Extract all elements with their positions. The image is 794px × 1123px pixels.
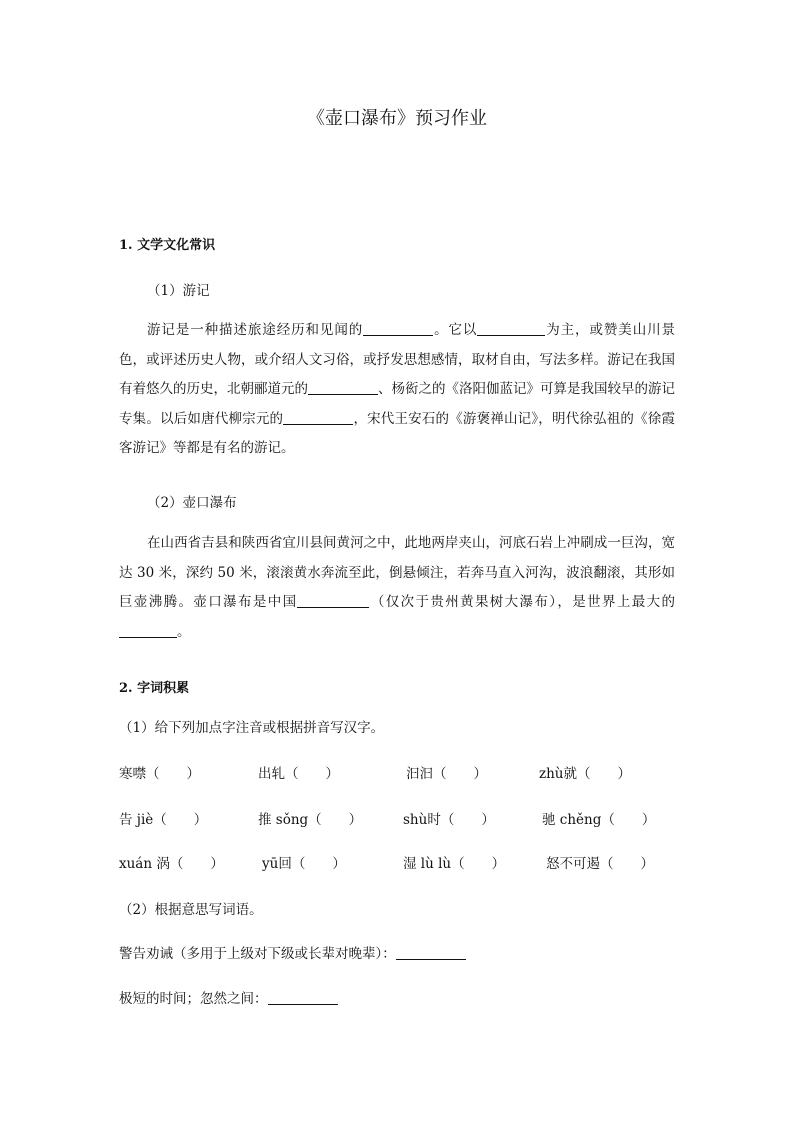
pinyin-item: 湿 lù lù（ ） xyxy=(403,856,506,872)
pinyin-item: shù时（ ） xyxy=(403,812,495,828)
fill-blank[interactable] xyxy=(297,592,369,608)
subheading-hukou: （2）壶口瀑布 xyxy=(147,495,237,511)
text-segment: 在山西省吉县和陕西省宜川县间黄河之中，此地两岸夹山，河底石岩上冲刷成一巨沟，宽达 30 米，深约 50 米，滚滚黄水奔流至此，倒悬倾注，若奔马直入河沟，波浪翻滚，其形如巨壶沸腾。壶口瀑布是中国 xyxy=(119,535,675,610)
word-definition-item xyxy=(119,987,338,1007)
fill-blank[interactable] xyxy=(396,944,466,960)
fill-blank[interactable] xyxy=(363,320,433,336)
section-heading-literature: 1. 文学文化常识 xyxy=(119,238,216,253)
page-title: 《壶口瀑布》预习作业 xyxy=(307,108,487,129)
fill-blank[interactable] xyxy=(283,409,353,425)
text-segment: 。 xyxy=(177,623,191,640)
fill-blank[interactable] xyxy=(119,622,177,638)
fill-blank[interactable] xyxy=(268,989,338,1005)
text-segment: 、杨衒之的《洛阳伽蓝记》可算是我国较早的游记专集。以后如唐代柳宗元的 xyxy=(119,381,675,427)
word-definition-item xyxy=(119,942,466,962)
hukou-paragraph xyxy=(119,529,675,647)
text-segment: （仅次于贵州黄果树大瀑布），是世界上最大的 xyxy=(369,594,676,610)
text-segment: 为主，或赞美山川景色，或评述历史人物，或介绍人文习俗，或抒发思想感情，取材自由，写法多样。游记在我国有着悠久的历史，北朝郦道元的 xyxy=(119,322,676,397)
pinyin-item: yū回（ ） xyxy=(262,856,346,872)
pinyin-item: xuán 涡（ ） xyxy=(119,856,224,872)
fill-blank[interactable] xyxy=(477,320,545,336)
text-segment: 。它以 xyxy=(433,322,478,338)
subheading-travelogue: （1）游记 xyxy=(147,283,210,299)
pinyin-item: 告 jiè（ ） xyxy=(119,812,208,828)
subheading-pinyin: （1）给下列加点字注音或根据拼音写汉字。 xyxy=(119,720,385,736)
travelogue-paragraph xyxy=(119,316,675,464)
pinyin-item: 驰 chěng（ ） xyxy=(542,812,656,828)
pinyin-item: 寒噤（ ） xyxy=(119,766,200,782)
text-segment: ，宋代王安石的《游褒禅山记》，明代徐弘祖的《徐霞客游记》等都是有名的游记。 xyxy=(119,410,675,456)
section-heading-vocabulary: 2. 字词积累 xyxy=(119,681,190,696)
definition-text: 警告劝诫（多用于上级对下级或长辈对晚辈）： xyxy=(119,946,396,962)
fill-blank[interactable] xyxy=(308,379,378,395)
pinyin-item: 推 sǒng（ ） xyxy=(258,812,363,828)
pinyin-item: zhù就（ ） xyxy=(539,766,632,782)
text-segment: 游记是一种描述旅途经历和见闻的 xyxy=(147,322,364,338)
pinyin-item: 怒不可遏（ ） xyxy=(546,856,654,872)
pinyin-item: 出轧（ ） xyxy=(258,766,339,782)
pinyin-item: 汩汩（ ） xyxy=(406,766,487,782)
definition-text: 极短的时间；忽然之间： xyxy=(119,991,268,1007)
subheading-write-words: （2）根据意思写词语。 xyxy=(119,902,263,918)
